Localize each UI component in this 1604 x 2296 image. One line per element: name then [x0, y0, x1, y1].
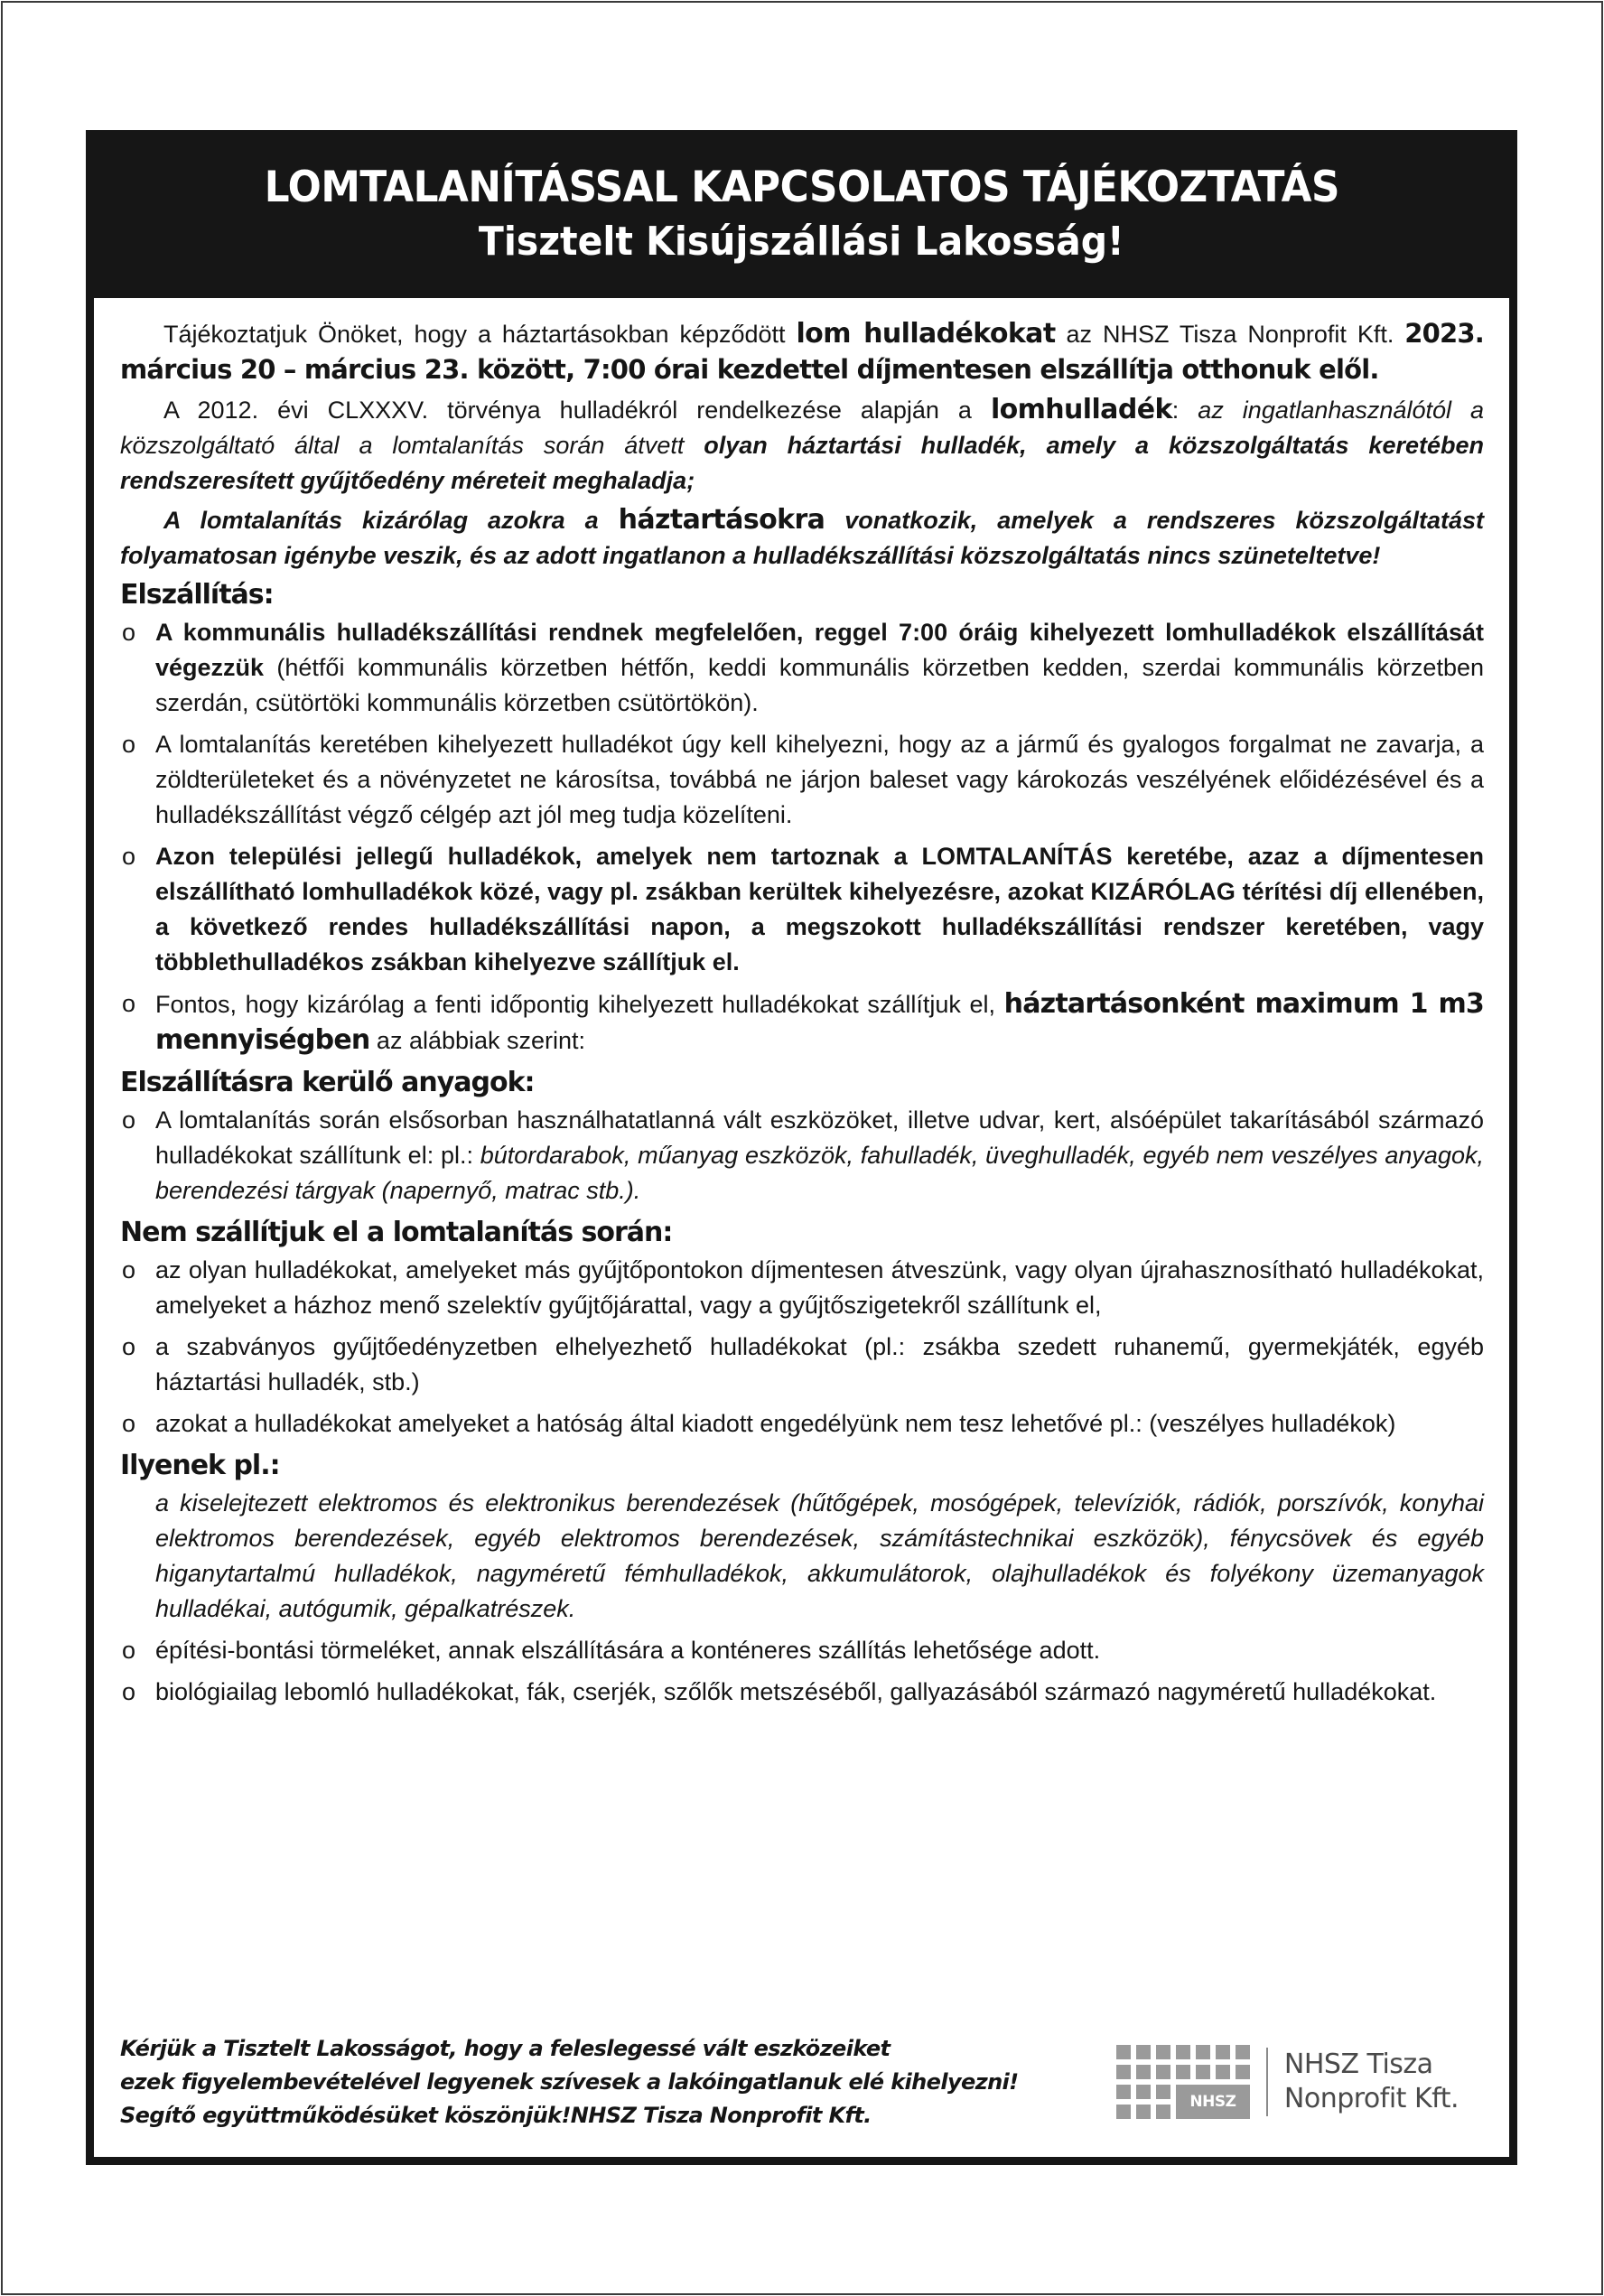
logo-divider [1266, 2048, 1268, 2116]
law-definition-bold: olyan háztartási hulladék, amely a közszolgáltatás keretében rendszeresített gyűjtőedény méreteit meghaladja; [120, 432, 1484, 494]
list-item [120, 1406, 1484, 1442]
bullet-icon: o [122, 1256, 136, 1283]
list-item [120, 839, 1484, 980]
transport-list [120, 615, 1484, 1059]
closing-line: Segítő együttműködésüket köszönjük!NHSZ Tisza Nonprofit Kft. [120, 2102, 872, 2128]
intro-text: az NHSZ Tisza Nonprofit Kft. [1055, 321, 1405, 348]
logo-text [1284, 2048, 1459, 2116]
intro-text: Tájékoztatjuk Önöket, hogy a háztartásokban képződött [163, 321, 797, 348]
list-item [120, 727, 1484, 833]
eligibility-paragraph [120, 502, 1484, 574]
section-heading-examples: Ilyenek pl.: [120, 1450, 280, 1481]
bullet-icon: o [122, 1106, 136, 1134]
notice-body [94, 298, 1509, 2157]
bullet-icon: o [122, 990, 136, 1017]
list-item [120, 1633, 1484, 1668]
intro-emphasis: lom hulladékokat [796, 318, 1056, 350]
bullet-icon: o [122, 843, 136, 870]
examples-text: a kiselejtezett elektromos és elektronikus berendezések (hűtőgépek, mosógépek, televíziók, rádiók, porszívók, konyhai elektromos berendezések, egyéb elektromos berendezések, számítástechnikai eszközök), fénycsövek és egyéb higanytartalmú hulladékok, nagyméretű fémhulladékok, akkumulátorok, olajhulladékok és folyékony üzemanyagok hulladékai, autógumik, gépalkatrészek. [155, 1489, 1484, 1622]
law-text: : [1171, 397, 1198, 424]
accepted-list [120, 1103, 1484, 1209]
list-item [120, 1103, 1484, 1209]
list-item-bold: A kommunális hulladékszállítási rendnek megfelelően, reggel 7:00 óráig kihelyezett lomhulladékok elszállítását végezzük [155, 619, 1484, 681]
logo-grid-icon [1116, 2045, 1250, 2119]
bullet-icon: o [122, 619, 136, 646]
eligibility-text: vonatkozik, amelyek a rendszeres közszolgáltatást folyamatosan igénybe veszik, és az adott ingatlanon a hulladékszállítási közszolgáltatás nincs szüneteltetve! [120, 507, 1485, 569]
list-item-text: építési-bontási törmeléket, annak elszállítására a konténeres szállítás lehetősége adott. [155, 1637, 1101, 1664]
law-term: lomhulladék [990, 394, 1172, 425]
notice-title: LOMTALANÍTÁSSAL KAPCSOLATOS TÁJÉKOZTATÁS [264, 163, 1339, 212]
bullet-icon: o [122, 1333, 136, 1360]
bullet-icon: o [122, 1410, 136, 1437]
accepted-examples: bútordarabok, műanyag eszközök, fahulladék, üveghulladék, egyéb nem veszélyes anyagok, berendezési tárgyak (napernyő, matrac stb.). [155, 1142, 1484, 1204]
section-heading-accepted: Elszállításra kerülő anyagok: [120, 1067, 535, 1098]
law-paragraph [120, 392, 1484, 499]
not-accepted-list [120, 1253, 1484, 1442]
list-item [120, 1253, 1484, 1323]
logo-line: Nonprofit Kft. [1283, 2083, 1459, 2114]
list-item [120, 1675, 1484, 1710]
section-heading-transport: Elszállítás: [120, 579, 274, 611]
list-item-text: azokat a hulladékokat amelyeket a hatóság által kiadott engedélyünk nem tesz lehetővé pl.: (veszélyes hulladékok) [155, 1410, 1396, 1437]
closing-line: Kérjük a Tisztelt Lakosságot, hogy a feleslegessé vált eszközeiket [120, 2035, 891, 2061]
section-heading-not-accepted: Nem szállítjuk el a lomtalanítás során: [120, 1217, 673, 1248]
bullet-icon: o [122, 1678, 136, 1705]
bullet-icon: o [122, 731, 136, 758]
list-item-text: A lomtalanítás során elsősorban használhatatlanná vált eszközöket, illetve udvar, kert, alsóépület takarításából származó hulladékokat szállítunk el: pl.: [155, 1106, 1484, 1169]
nhsz-logo [1116, 2045, 1459, 2119]
bullet-icon: o [122, 1637, 136, 1664]
intro-paragraph [120, 316, 1484, 388]
footer [120, 2023, 1484, 2141]
list-item [120, 615, 1484, 721]
logo-tag: NHSZ [1176, 2085, 1250, 2119]
list-item-bold: Azon települési jellegű hulladékok, amelyek nem tartoznak a LOMTALANÍTÁS keretébe, azaz a díjmentesen elszállítható lomhulladékok közé, vagy pl. zsákban kerültek kihelyezésre, azokat KIZÁRÓLAG térítési díj ellenében, a következő rendes hulladékszállítási napon, a megszokott hulladékszállítási rendszer keretében, vagy többlethulladékos zsákban kihelyezve szállítjuk el. [155, 843, 1484, 975]
notice-frame [86, 130, 1517, 2165]
collection-dates: 2023. március 20 – március 23. között, 7:00 órai kezdettel díjmentesen elszállítja otthonuk elől. [120, 318, 1485, 385]
list-item-text: a szabványos gyűjtőedényzetben elhelyezhető hulladékokat (pl.: zsákba szedett ruhanemű, gyermekjáték, egyéb háztartási hulladék, stb.) [155, 1333, 1484, 1395]
examples-list [120, 1633, 1484, 1710]
notice-header [86, 130, 1517, 298]
quantity-limit: háztartásonként maximum 1 m3 mennyiségben [155, 988, 1485, 1056]
list-item-text: az olyan hulladékokat, amelyeket más gyűjtőpontokon díjmentesen átveszünk, vagy olyan újrahasznosítható hulladékokat, amelyeket a házhoz menő szelektív gyűjtőjárattal, vagy a gyűjtőszigetekről szállítunk el, [155, 1256, 1484, 1319]
notice-subtitle: Tisztelt Kisújszállási Lakosság! [479, 219, 1124, 265]
law-definition: az ingatlanhasználótól a közszolgáltató által a lomtalanítás során átvett [120, 397, 1484, 459]
list-item [120, 1330, 1484, 1400]
closing-line: ezek figyelembevételével legyenek szívesek a lakóingatlanuk elé kihelyezni! [120, 2068, 1019, 2095]
list-item-text: biológiailag lebomló hulladékokat, fák, cserjék, szőlők metszéséből, gallyazásából származó nagyméretű hulladékokat. [155, 1678, 1437, 1705]
law-text: A 2012. évi CLXXXV. törvénya hulladékról rendelkezése alapján a [163, 397, 991, 424]
eligibility-emphasis: háztartásokra [618, 504, 825, 536]
list-item-text: (hétfői kommunális körzetben hétfőn, keddi kommunális körzetben kedden, szerdai kommunális körzetben szerdán, csütörtöki kommunális körzetben csütörtökön). [155, 654, 1484, 716]
eligibility-text: A lomtalanítás kizárólag azokra a [163, 507, 619, 534]
closing-message [120, 2032, 1019, 2133]
list-item-text: A lomtalanítás keretében kihelyezett hulladékot úgy kell kihelyezni, hogy az a jármű és gyalogos forgalmat ne zavarja, a zöldterületeket és a növényzetet ne károsítsa, továbbá ne járjon baleset vagy károkozás veszélyének előidézésével és a hulladékszállítást végző célgép azt jól meg tudja közelíteni. [155, 731, 1484, 828]
list-item-text: Fontos, hogy kizárólag a fenti időpontig kihelyezett hulladékokat szállítjuk el, [155, 991, 1004, 1018]
logo-line: NHSZ Tisza [1283, 2049, 1433, 2080]
list-item [120, 986, 1484, 1059]
list-item-text: az alábbiak szerint: [369, 1027, 586, 1054]
